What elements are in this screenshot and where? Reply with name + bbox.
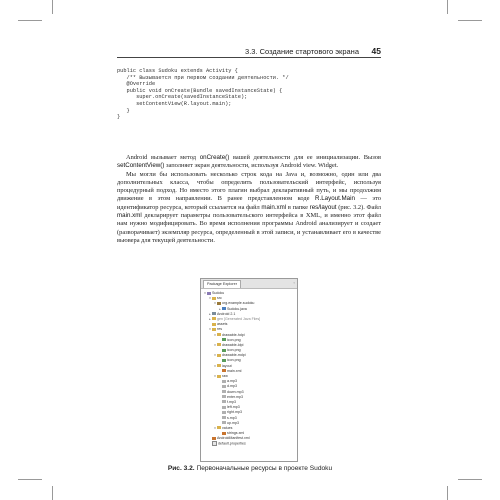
package-icon: [217, 302, 221, 305]
tree-item-label: AndroidManifest.xml: [217, 436, 250, 441]
tree-item-label: default.properties: [218, 441, 246, 446]
tree-item-label: s.mp3: [227, 415, 237, 420]
paragraph: [117, 154, 381, 171]
paragraph-text: — это идентификатор ресурса, который ссылается на файл: [117, 195, 382, 211]
audio-file-icon: [222, 406, 226, 409]
folder-icon: [217, 333, 221, 336]
expanded-arrow-icon[interactable]: ▾: [214, 374, 216, 378]
crop-mark: [52, 486, 53, 500]
folder-icon: [217, 354, 221, 357]
tree-item-label: enter.mp3: [227, 394, 243, 399]
code-listing: public class Sudoku extends Activity { /** Вызывается при первом создании деятельности. */ @Override public void onCreate(Bundle savedInstanceState) { super.onCreate(savedInstanceState); setContentView(R.layout.main); } }: [117, 68, 289, 121]
xml-file-icon: [222, 369, 226, 372]
paragraph-text: Android вызывает метод: [126, 154, 200, 161]
audio-file-icon: [222, 395, 226, 398]
header-rule: [117, 57, 381, 58]
tree-item-label: d.mp3: [227, 384, 237, 389]
expanded-arrow-icon[interactable]: ▾: [214, 342, 216, 347]
tree-item-label: f.mp3: [227, 399, 236, 404]
tree-item-label: down.mp3: [227, 389, 244, 394]
audio-file-icon: [222, 411, 226, 414]
paragraph-text: Мы могли бы использовать несколько строк кода на Java и, возможно, один или два дополнительных класса, чтобы определить пользовательский интерфейс, используя процедурный подход. Но вместо этого плагин выбрал декларативный путь, и мы продолжим движение в этом направлении. В ранее представленном коде: [117, 170, 381, 203]
folder-icon: [217, 364, 221, 367]
expanded-arrow-icon[interactable]: ▾: [214, 353, 216, 358]
xml-file-icon: [222, 432, 226, 435]
expanded-arrow-icon[interactable]: ▾: [209, 296, 211, 301]
tree-item[interactable]: [201, 441, 297, 446]
audio-file-icon: [222, 421, 226, 424]
collapsed-arrow-icon[interactable]: ▸: [209, 311, 211, 316]
inline-code: onCreate(): [199, 154, 230, 161]
expanded-arrow-icon[interactable]: ▾: [214, 332, 216, 337]
tree-item-label: raw: [222, 374, 228, 378]
paragraph-text: в папке: [286, 203, 310, 211]
audio-file-icon: [222, 385, 226, 388]
tab-package-explorer[interactable]: [203, 280, 241, 288]
figure-caption-text: Первоначальные ресурсы в проекте Sudoku: [196, 465, 333, 472]
paragraph: [117, 171, 381, 246]
image-file-icon: [222, 349, 226, 352]
view-tab-bar: [201, 279, 297, 289]
tree-item-label: left.mp3: [227, 405, 240, 410]
audio-file-icon: [222, 390, 226, 393]
collapsed-arrow-icon[interactable]: ▸: [219, 306, 221, 311]
tree-item-label: assets: [217, 322, 228, 327]
paragraph-text: (рис. 3.2). Файл: [336, 203, 381, 211]
crop-mark: [447, 0, 448, 14]
expanded-arrow-icon[interactable]: ▾: [209, 327, 211, 332]
tree-item-label: a.mp3: [227, 379, 237, 384]
minimize-icon[interactable]: ▫: [293, 280, 295, 285]
collapsed-arrow-icon[interactable]: ▸: [209, 316, 211, 321]
tree-item-label: src: [217, 296, 222, 301]
folder-icon: [212, 297, 216, 300]
expanded-arrow-icon[interactable]: ▾: [214, 301, 216, 306]
image-file-icon: [222, 338, 226, 341]
expanded-arrow-icon[interactable]: ▾: [214, 425, 216, 430]
folder-icon: [212, 328, 216, 331]
running-title: 3.3. Создание стартового экрана: [245, 47, 359, 56]
file-icon: [212, 441, 217, 446]
paragraph-text: вашей деятельности для ее инициализации. Вызов: [229, 154, 381, 161]
body-text: [117, 154, 381, 245]
tree-item-label: icon.png: [227, 337, 241, 342]
folder-icon: [217, 375, 221, 378]
tree-item-label: values: [222, 425, 233, 430]
image-file-icon: [222, 359, 226, 362]
crop-mark: [458, 20, 482, 21]
crop-mark: [52, 0, 53, 14]
running-header: [117, 46, 381, 58]
tree-item-label: Sudoku: [212, 291, 225, 295]
inline-code: setContentView(): [117, 162, 165, 170]
tree-item-label: right.mp3: [227, 410, 242, 415]
project-tree: [201, 289, 297, 447]
figure-caption: [60, 465, 440, 472]
paragraph-text: заполняет экран деятельности, используя Android view. Widget.: [164, 162, 339, 170]
tab-label: Package Explorer: [207, 282, 237, 286]
tree-item-label: main.xml: [227, 368, 242, 373]
tree-item-label: strings.xml: [227, 431, 245, 436]
folder-icon: [217, 343, 221, 346]
expanded-arrow-icon[interactable]: ▾: [204, 291, 206, 295]
tree-item-label: icon.png: [227, 358, 241, 363]
tree-item-label: layout: [222, 363, 232, 368]
inline-code: res/layout: [309, 203, 337, 211]
crop-mark: [458, 479, 482, 480]
expanded-arrow-icon[interactable]: ▾: [214, 363, 216, 368]
tree-item-label: org.example.sudoku: [222, 301, 255, 306]
library-icon: [212, 312, 216, 315]
tree-item-label: drawable-hdpi: [222, 332, 245, 337]
tree-item-label: drawable-mdpi: [222, 353, 246, 358]
tree-item-label: Android 2.1: [217, 311, 236, 316]
java-file-icon: [222, 307, 226, 310]
tree-item-label: up.mp3: [227, 420, 239, 425]
tree-item-label: drawable-ldpi: [222, 342, 244, 347]
crop-mark: [18, 20, 42, 21]
figure-label: Рис. 3.2.: [167, 465, 195, 472]
inline-code: main.xml: [261, 203, 287, 211]
folder-icon: [212, 317, 216, 320]
crop-mark: [18, 479, 42, 480]
audio-file-icon: [222, 380, 226, 383]
package-explorer-screenshot: [200, 278, 298, 462]
inline-code: R.Layout.Main: [315, 195, 355, 203]
tree-item-label: res: [217, 327, 222, 332]
page-number: 45: [371, 46, 381, 56]
xml-file-icon: [212, 437, 216, 440]
folder-icon: [217, 426, 221, 429]
inline-code: main.xml: [117, 212, 142, 220]
folder-icon: [212, 323, 216, 326]
audio-file-icon: [222, 416, 226, 419]
tree-item-label: Sudoku.java: [227, 306, 247, 311]
project-icon: [207, 292, 211, 295]
audio-file-icon: [222, 400, 226, 403]
crop-mark: [447, 486, 448, 500]
tree-item-label: gen [Generated Java Files]: [217, 316, 261, 321]
tree-item-label: icon.png: [227, 348, 241, 353]
paragraph-text: декларирует параметры пользовательского интерфейса в XML, и именно этот файл нам нужно модифицировать. Во время исполнения программы Android анализирует и создает (разворачивает) экземпляр ресурса, определенный в этой записи, и устанавливает его в качестве вьювера для текущей деятельности.: [117, 212, 381, 244]
